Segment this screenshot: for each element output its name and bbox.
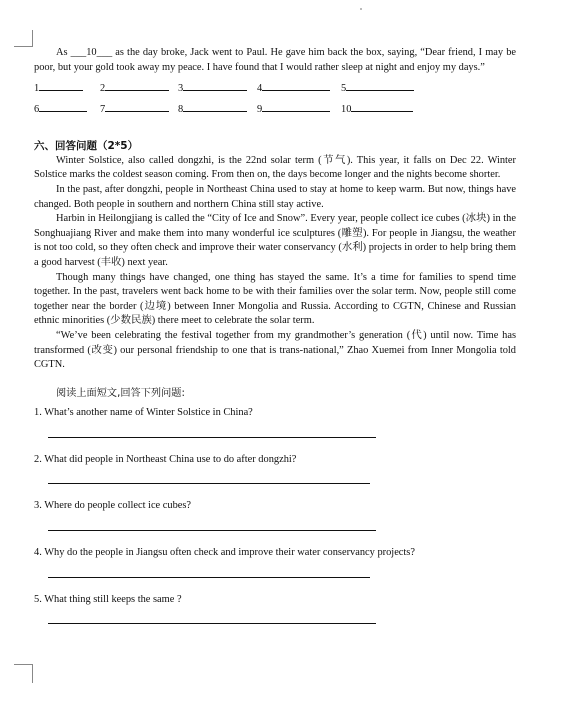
blank-number: 3	[178, 82, 184, 94]
passage-paragraph: “We’ve been celebrating the festival together from my grandmother’s generation (代) until now. Time has transformed (改变) our personal friendship to one that is trans-national,” Zhao Xuemei from Inner Mongolia told CGTN.	[34, 329, 516, 371]
question-item: 4. Why do the people in Jiangsu often check and improve their water conservancy projects?	[34, 547, 415, 559]
cloze-paragraph	[34, 46, 516, 75]
passage-paragraph: In the past, after dongzhi, people in Northeast China used to stay at home to keep warm. But now, things have changed. Both people in southern and northern China still stay active.	[34, 183, 516, 210]
answer-blank[interactable]	[34, 80, 100, 97]
blank-number: 2	[100, 82, 106, 94]
corner-mark-bottom	[14, 664, 33, 683]
answer-blank[interactable]	[34, 101, 100, 118]
answer-blank[interactable]	[178, 80, 257, 97]
question-item: 1. What’s another name of Winter Solstice in China?	[34, 407, 253, 419]
document-body	[34, 46, 516, 624]
blank-number: 4	[257, 82, 263, 94]
question-item: 3. Where do people collect ice cubes?	[34, 500, 192, 512]
answer-blank[interactable]	[341, 80, 431, 97]
answer-blank[interactable]	[257, 80, 341, 97]
passage-paragraph: Harbin in Heilongjiang is called the “City of Ice and Snow”. Every year, people collect ice cubes (冰块) in the Songhuajiang River and make them into many wonderful ice sculptures (雕塑). For people in Jiangsu, the weather is not too cold, so they often check and improve their water conservancy (水利) projects in order to help bring them a good harvest (丰收) next year.	[34, 213, 516, 268]
blank-number: 8	[178, 103, 184, 115]
blank-number: 9	[257, 103, 263, 115]
answer-blanks-row-2	[34, 96, 516, 117]
section-title: 六、回答问题（2*5）	[34, 140, 139, 153]
question-item: 5. What thing still keeps the same ?	[34, 593, 182, 605]
answer-blanks-row-1	[34, 75, 516, 96]
cloze-text-start: As ___	[56, 47, 87, 58]
blank-number: 1	[34, 82, 40, 94]
blank-number: 6	[34, 103, 40, 115]
answer-blank[interactable]	[100, 80, 178, 97]
blank-number: 5	[341, 82, 347, 94]
answer-blank[interactable]	[178, 101, 257, 118]
answer-blank[interactable]	[257, 101, 341, 118]
questions-instruction: 阅读上面短文,回答下列问题:	[56, 387, 185, 399]
answer-blank[interactable]	[341, 101, 431, 118]
passage-paragraph: Winter Solstice, also called dongzhi, is the 22nd solar term (节气). This year, it falls on Dec 22. Winter Solstice marks the coldest season coming. From then on, the days become longer and the nights become shorter.	[34, 154, 516, 181]
answer-blank[interactable]	[100, 101, 178, 118]
passage-paragraph: Though many things have changed, one thing has stayed the same. It’s a time for families to spend time together. In the past, travelers went back home to be with their families over the solar term. Now, people still come together near the border (边境) between Inner Mongolia and Russia. According to CGTN, Chinese and Russian ethnic minorities (少数民族) there meet to celebrate the solar term.	[34, 271, 516, 327]
question-item: 2. What did people in Northeast China use to do after dongzhi?	[34, 453, 297, 465]
answer-line[interactable]	[48, 623, 376, 624]
cloze-text-end: ___ as the day broke, Jack went to Paul. He gave him back the box, saying, “Dear friend, I may be poor, but your gold took away my peace. I have found that I would rather sleep at night and enjoy my days.”	[34, 47, 517, 73]
cloze-blank-number: 10	[86, 47, 97, 58]
blank-number: 7	[100, 103, 106, 115]
corner-mark-top	[14, 30, 33, 47]
blank-number: 10	[341, 103, 352, 115]
page-mark	[360, 8, 362, 10]
